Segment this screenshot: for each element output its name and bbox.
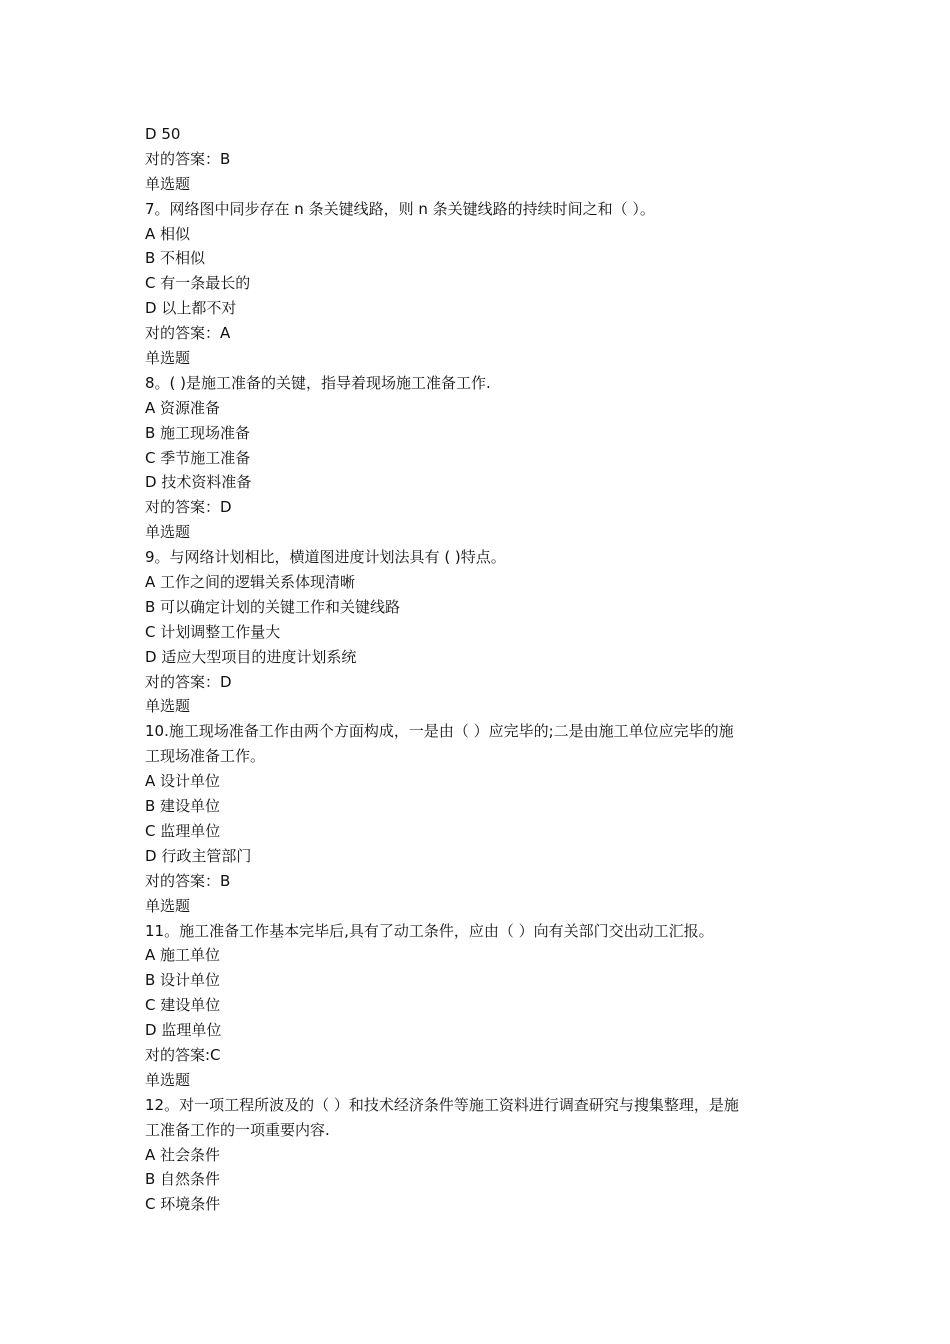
question-type-label: 单选题	[145, 697, 191, 716]
option-line: C 有一条最长的	[145, 274, 251, 293]
question-text: 12。对一项工程所波及的（ ）和技术经济条件等施工资料进行调查研究与搜集整理，是施	[145, 1095, 739, 1114]
option-line: B 自然条件	[145, 1170, 221, 1189]
option-line: D 监理单位	[145, 1021, 222, 1040]
question-text-continuation: 工准备工作的一项重要内容.	[145, 1120, 330, 1139]
option-line: C 监理单位	[145, 821, 221, 840]
option-line: C 建设单位	[145, 996, 221, 1015]
question-text-continuation: 工现场准备工作。	[145, 747, 266, 766]
option-line: B 不相似	[145, 249, 206, 268]
option-line: D 行政主管部门	[145, 846, 252, 865]
option-line: A 资源准备	[145, 398, 221, 417]
question-type-label: 单选题	[145, 1070, 191, 1089]
option-line: B 建设单位	[145, 797, 221, 816]
option-line: C 环境条件	[145, 1195, 221, 1214]
question-text: 9。与网络计划相比，横道图进度计划法具有 ( )特点。	[145, 548, 506, 567]
question-type-label: 单选题	[145, 349, 191, 368]
option-line: C 季节施工准备	[145, 448, 251, 467]
question-text: 8。( )是施工准备的关键，指导着现场施工准备工作.	[145, 373, 491, 392]
option-line: A 相似	[145, 224, 191, 243]
question-text: 11。施工准备工作基本完毕后,具有了动工条件，应由（ ）向有关部门交出动工汇报。	[145, 921, 714, 940]
answer-line: 对的答案：D	[145, 498, 232, 517]
option-line: C 计划调整工作量大	[145, 622, 281, 641]
option-line: D 技术资料准备	[145, 473, 252, 492]
option-line: A 设计单位	[145, 772, 221, 791]
answer-line: 对的答案：D	[145, 672, 232, 691]
answer-line: 对的答案：A	[145, 324, 231, 343]
answer-line: 对的答案:C	[145, 1045, 221, 1064]
option-line: D 以上都不对	[145, 299, 237, 318]
option-line: D 适应大型项目的进度计划系统	[145, 647, 357, 666]
question-text: 7。网络图中同步存在 n 条关键线路，则 n 条关键线路的持续时间之和（ ）。	[145, 199, 655, 218]
option-line: B 施工现场准备	[145, 423, 251, 442]
option-line: D 50	[145, 125, 181, 143]
option-line: B 可以确定计划的关键工作和关键线路	[145, 597, 401, 616]
question-text: 10.施工现场准备工作由两个方面构成，一是由（ ）应完毕的;二是由施工单位应完毕的施	[145, 722, 734, 741]
question-type-label: 单选题	[145, 174, 191, 193]
option-line: A 施工单位	[145, 946, 221, 965]
option-line: B 设计单位	[145, 971, 221, 990]
question-type-label: 单选题	[145, 523, 191, 542]
answer-line: 对的答案：B	[145, 149, 231, 168]
question-type-label: 单选题	[145, 896, 191, 915]
option-line: A 工作之间的逻辑关系体现清晰	[145, 573, 356, 592]
document-body	[145, 122, 817, 1217]
option-line: A 社会条件	[145, 1145, 221, 1164]
answer-line: 对的答案：B	[145, 871, 231, 890]
